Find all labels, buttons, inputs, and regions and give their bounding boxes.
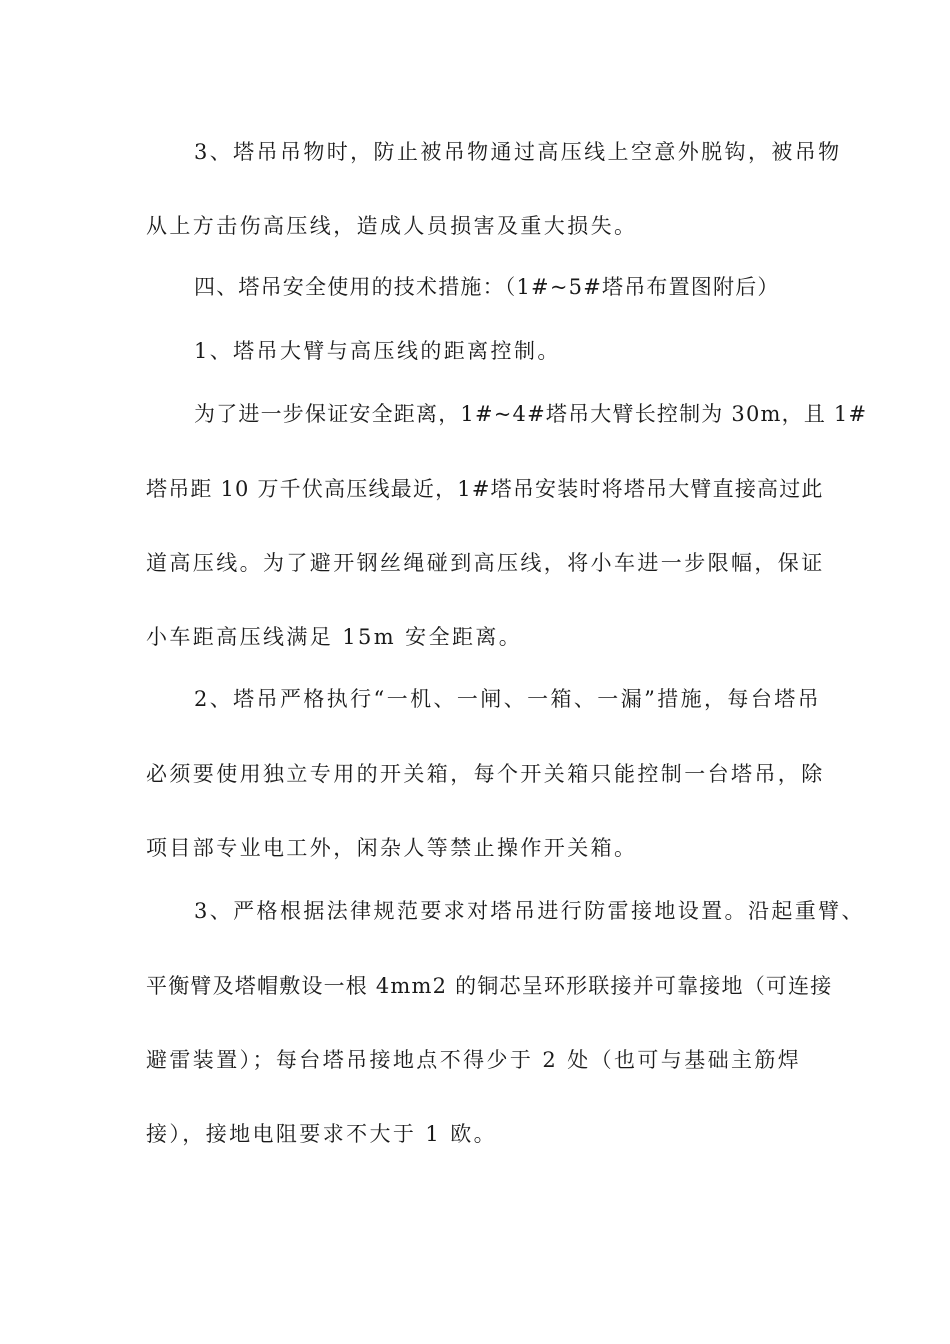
paragraph-line-9: 2、塔吊严格执行“一机、一闸、一箱、一漏”措施，每台塔吊 [194,687,822,711]
paragraph-line-11: 项目部专业电工外，闲杂人等禁止操作开关箱。 [146,836,638,860]
paragraph-line-14: 避雷装置）；每台塔吊接地点不得少于 2 处（也可与基础主筋焊 [146,1048,802,1072]
paragraph-line-2: 从上方击伤高压线，造成人员损害及重大损失。 [146,214,638,238]
paragraph-line-7: 道高压线。为了避开钢丝绳碰到高压线，将小车进一步限幅，保证 [146,551,825,575]
paragraph-line-15: 接），接地电阻要求不大于 1 欧。 [146,1122,498,1146]
paragraph-line-8: 小车距高压线满足 15m 安全距离。 [146,625,523,649]
paragraph-line-1: 3、塔吊吊物时，防止被吊物通过高压线上空意外脱钩，被吊物 [194,140,842,164]
subheading-1: 1、塔吊大臂与高压线的距离控制。 [194,339,561,363]
paragraph-line-6: 塔吊距 10 万千伏高压线最近，1#塔吊安装时将塔吊大臂直接高过此 [146,477,824,501]
paragraph-line-12: 3、严格根据法律规范要求对塔吊进行防雷接地设置。沿起重臂、 [194,899,865,923]
paragraph-line-5: 为了进一步保证安全距离，1#~4#塔吊大臂长控制为 30m，且 1# [194,402,868,426]
paragraph-line-10: 必须要使用独立专用的开关箱，每个开关箱只能控制一台塔吊，除 [146,762,825,786]
section-heading-4: 四、塔吊安全使用的技术措施：（1#~5#塔吊布置图附后） [194,275,780,299]
paragraph-line-13: 平衡臂及塔帽敷设一根 4mm2 的铜芯呈环形联接并可靠接地（可连接 [146,974,833,998]
